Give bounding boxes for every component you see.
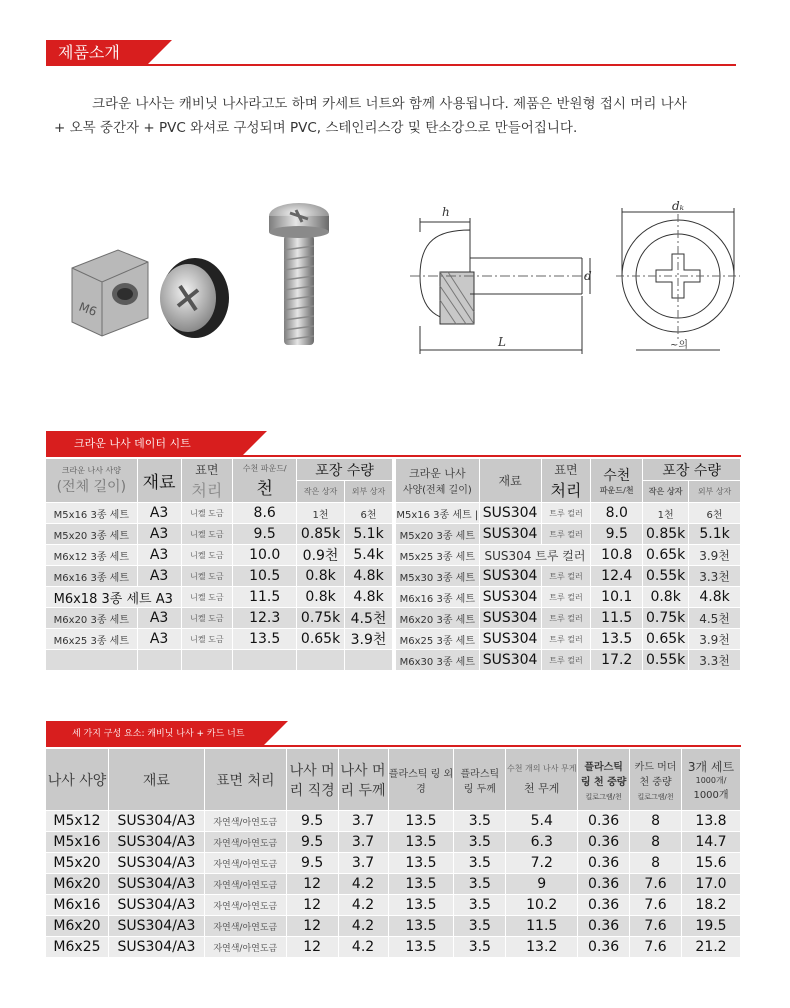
cell-ring-weight: 0.36 [578,853,630,874]
table-row [46,853,741,874]
cell-surface: 트루 컬러 [541,524,591,545]
table-row [46,545,393,566]
cell-qty: 8.0 [591,503,643,524]
table-row [396,629,741,650]
header-ring-weight-unit: 킬로그램/천 [585,792,622,801]
header-surface-bottom: 처리 [191,480,223,500]
header-spec-top: 크라운 나사 [408,467,466,480]
cell-surface: 니켈 도금 [181,545,233,566]
cell-spec: M5x16 3종 세트 | [396,503,480,524]
cell-material: SUS304/A3 [108,916,204,937]
cell-surface: 트루 컬러 [541,629,591,650]
table-row [396,587,741,608]
cell-weight: 9 [506,874,578,895]
section-underline-components [46,745,741,747]
cell-outer: 4.8k [345,587,393,608]
cell-inner: 0.75k [297,608,345,629]
cell-inner: 1천 [297,503,345,524]
cell-surface: 자연색/아연도금 [204,916,286,937]
cell-spec: M5x20 [46,853,109,874]
cell-surface: 니켈 도금 [181,629,233,650]
intro-line-1: 크라운 나사는 캐비닛 나사라고도 하며 카세트 너트와 함께 사용됩니다. 제품은 반원형 접시 머리 나사 [92,96,687,112]
cell-ring-od: 13.5 [388,895,454,916]
cell-ring-weight: 0.36 [578,832,630,853]
cell-outer: 4.8k [345,566,393,587]
cell-qty: 13.5 [233,629,297,650]
header-set3-unit: 1000개/ [695,776,727,785]
table-row [46,503,393,524]
cell-qty: 12.4 [591,566,643,587]
nut-label: M6 [76,299,99,319]
cell-outer: 3.9천 [689,545,741,566]
cell-ring-thk: 3.5 [454,874,506,895]
cell-weight: 13.2 [506,937,578,958]
cell-outer: 5.1k [689,524,741,545]
cell-material: SUS304/A3 [108,832,204,853]
cell-outer: 4.8k [689,587,741,608]
cell-qty: 9.5 [233,524,297,545]
cell-weight: 11.5 [506,916,578,937]
dim-dk-label: dₖ [672,200,685,213]
cell-spec: M6x20 [46,916,109,937]
section-title-intro: 제품소개 [58,43,120,62]
table-row [396,524,741,545]
cell-material: SUS304 [479,566,541,587]
cell-card-weight: 7.6 [630,895,682,916]
cell-surface: 니켈 도금 [181,587,233,608]
header-head-thk: 나사 머리 두께 [338,749,388,811]
cell-head-dia: 12 [286,937,338,958]
cell-outer: 3.3천 [689,566,741,587]
cell-outer: 5.1k [345,524,393,545]
header-material: 재료 [479,459,541,503]
header-ring-thk: 플라스틱 링 두께 [454,749,506,811]
cell-material: SUS304 트루 컬러 [479,545,591,566]
cell-spec: M6x25 3종 세트 [46,629,138,650]
cell-surface: 자연색/아연도금 [204,832,286,853]
cell-head-thk: 4.2 [338,874,388,895]
cell-ring-weight: 0.36 [578,811,630,832]
cell-material: SUS304/A3 [108,895,204,916]
cell-surface: 자연색/아연도금 [204,811,286,832]
header-inner: 작은 상자 [297,481,345,503]
cell-inner: 0.8k [297,566,345,587]
cell-qty: 13.5 [591,629,643,650]
cell-weight: 6.3 [506,832,578,853]
table-row [396,566,741,587]
technical-drawing-image [410,200,740,360]
cell-material: SUS304 [479,608,541,629]
header-qty-bottom: 파운드/천 [599,486,634,495]
header-surface [181,459,233,503]
header-ring-weight [578,749,630,811]
header-card-weight-top: 카드 머더 천 중량 [634,761,677,788]
cell-surface: 자연색/아연도금 [204,937,286,958]
table-row [46,916,741,937]
cell-outer: 6천 [345,503,393,524]
cell-head-dia: 12 [286,874,338,895]
cell-inner: 0.75k [643,608,689,629]
cell-ring-weight: 0.36 [578,916,630,937]
components-table [45,748,741,958]
cell-inner: 0.65k [643,629,689,650]
cell-ring-thk: 3.5 [454,832,506,853]
header-set3 [682,749,741,811]
cell-inner: 0.55k [643,566,689,587]
table-row [46,811,741,832]
header-spec [46,459,138,503]
header-material: 재료 [137,459,181,503]
cell-spec: M5x20 3종 세트 [396,524,480,545]
cell-surface: 트루 컬러 [541,587,591,608]
cell-inner: 0.65k [643,545,689,566]
header-spec-small: 크라운 나사 사양 [61,466,121,475]
header-head-dia: 나사 머리 직경 [286,749,338,811]
cell-set3: 15.6 [682,853,741,874]
cell-inner: 0.85k [643,524,689,545]
cell-inner: 0.8k [643,587,689,608]
cell-surface: 트루 컬러 [541,608,591,629]
table-row-empty [46,650,393,671]
cell-material: SUS304 [479,629,541,650]
cell-weight: 7.2 [506,853,578,874]
intro-paragraph [46,92,736,140]
header-surface [541,459,591,503]
header-card-weight-unit: 킬로그램/천 [637,792,674,801]
header-outer: 외부 상자 [345,481,393,503]
section-title-components: 세 가지 구성 요소: 캐비닛 나사 + 카드 너트 [72,729,245,739]
table-row [46,608,393,629]
cell-inner: 0.65k [297,629,345,650]
cell-surface: 니켈 도금 [181,503,233,524]
table-row [396,608,741,629]
section-header-components [46,721,262,747]
intro-line-2: + 오목 중간자 + PVC 와셔로 구성되며 PVC, 스테인리스강 및 탄소강으로 만들어집니다. [54,120,578,136]
cell-qty: 17.2 [591,650,643,671]
cell-surface: 니켈 도금 [181,566,233,587]
header-pack: 포장 수량 [297,459,393,481]
cell-qty: 11.5 [591,608,643,629]
header-inner: 작은 상자 [643,481,689,503]
cell-material: SUS304/A3 [108,937,204,958]
section-underline-datasheet [46,455,741,457]
cell-set3: 19.5 [682,916,741,937]
cell-spec: M6x16 [46,895,109,916]
cell-ring-thk: 3.5 [454,895,506,916]
cell-ring-thk: 3.5 [454,916,506,937]
cell-head-dia: 9.5 [286,853,338,874]
cell-spec: M5x16 3종 세트 [46,503,138,524]
cell-ring-weight: 0.36 [578,874,630,895]
cell-spec: M6x30 3종 세트 [396,650,480,671]
cell-outer: 3.3천 [689,650,741,671]
cell-ring-thk: 3.5 [454,811,506,832]
header-qty [591,459,643,503]
cell-set3: 21.2 [682,937,741,958]
cell-weight: 10.2 [506,895,578,916]
header-ring-weight-top: 플라스틱 링 천 중량 [580,761,627,788]
header-weight-bottom: 천 무게 [524,782,560,795]
table-row [46,895,741,916]
cell-qty: 8.6 [233,503,297,524]
table-row [396,503,741,524]
cell-material: A3 [137,608,181,629]
cell-qty: 10.1 [591,587,643,608]
header-set3-bottom: 1000개 [693,790,729,801]
cell-material: A3 [137,524,181,545]
cell-spec: M5x30 3종 세트 [396,566,480,587]
cell-spec: M5x16 [46,832,109,853]
table-row [46,524,393,545]
cell-card-weight: 7.6 [630,937,682,958]
header-surface: 표면 처리 [204,749,286,811]
cell-material: SUS304/A3 [108,874,204,895]
product-photo [50,190,350,365]
cell-ring-od: 13.5 [388,832,454,853]
cell-material: SUS304 [479,650,541,671]
header-qty-small: 수천 파운드/ [242,463,287,473]
technical-drawing [410,200,740,360]
cell-surface: 자연색/아연도금 [204,874,286,895]
product-photo-image [50,190,350,365]
cell-ring-od: 13.5 [388,916,454,937]
cell-spec: M6x20 [46,874,109,895]
cell-ring-weight: 0.36 [578,937,630,958]
cell-inner: 0.85k [297,524,345,545]
cell-material: SUS304/A3 [108,853,204,874]
cell-ring-weight: 0.36 [578,895,630,916]
header-surface-bottom: 처리 [550,480,582,500]
cell-surface: 자연색/아연도금 [204,895,286,916]
table-row [396,650,741,671]
cell-head-dia: 12 [286,916,338,937]
header-qty [233,459,297,503]
cell-outer: 3.9천 [345,629,393,650]
cell-surface: 트루 컬러 [541,650,591,671]
table-row [46,832,741,853]
table-row [46,566,393,587]
cell-spec: M6x20 3종 세트 [396,608,480,629]
cell-surface: 트루 컬러 [541,503,591,524]
header-material: 재료 [108,749,204,811]
table-row [396,545,741,566]
section-title-datasheet: 크라운 나사 데이터 시트 [74,437,191,450]
cell-surface: 니켈 도금 [181,524,233,545]
cell-material: SUS304 [479,587,541,608]
table-row [46,629,393,650]
section-header-datasheet [46,431,241,457]
datasheet-table-right [395,458,741,671]
section-underline-intro [46,64,736,66]
cell-material: A3 [137,545,181,566]
cell-ring-od: 13.5 [388,937,454,958]
dim-d-label: d [584,269,592,283]
header-spec-big: (전체 길이) [56,479,127,495]
dim-bottom-label: ~의 [670,340,689,351]
cell-spec: M6x16 3종 세트 [46,566,138,587]
header-spec-bottom: 사양(전체 길이) [402,485,472,496]
cell-inner: 0.55k [643,650,689,671]
cell-card-weight: 7.6 [630,916,682,937]
header-card-weight [630,749,682,811]
table-row [46,587,393,608]
cell-qty: 10.8 [591,545,643,566]
cell-head-thk: 3.7 [338,832,388,853]
header-ring-od: 플라스틱 링 외경 [388,749,454,811]
cell-set3: 14.7 [682,832,741,853]
cell-spec: M5x20 3종 세트 [46,524,138,545]
header-qty-top: 수천 [603,468,631,484]
cell-inner: 0.8k [297,587,345,608]
header-spec [396,459,480,503]
cell-inner: 1천 [643,503,689,524]
cell-head-dia: 9.5 [286,832,338,853]
cell-surface: 자연색/아연도금 [204,853,286,874]
cell-spec: M6x20 3종 세트 [46,608,138,629]
cell-qty: 9.5 [591,524,643,545]
cell-material: A3 [137,503,181,524]
cell-inner: 0.9천 [297,545,345,566]
cell-material: SUS304/A3 [108,811,204,832]
cell-weight: 5.4 [506,811,578,832]
cell-ring-thk: 3.5 [454,937,506,958]
cell-spec: M6x25 3종 세트 [396,629,480,650]
cell-outer: 6천 [689,503,741,524]
cell-card-weight: 7.6 [630,874,682,895]
cell-head-thk: 4.2 [338,895,388,916]
cell-surface: 니켈 도금 [181,608,233,629]
table-row [46,937,741,958]
cell-head-dia: 9.5 [286,811,338,832]
cell-spec: M6x25 [46,937,109,958]
cell-head-thk: 3.7 [338,853,388,874]
cell-outer: 4.5천 [689,608,741,629]
cell-card-weight: 8 [630,832,682,853]
cell-ring-od: 13.5 [388,874,454,895]
cell-spec: M6x18 3종 세트 A3 [46,587,182,608]
side-view [410,218,590,354]
cell-outer: 5.4k [345,545,393,566]
cell-spec: M6x16 3종 세트 [396,587,480,608]
crown-screw-with-washer [160,258,229,338]
cell-qty: 10.5 [233,566,297,587]
table-row [46,874,741,895]
header-surface-top: 표면 [554,462,578,477]
cell-head-dia: 12 [286,895,338,916]
cell-ring-od: 13.5 [388,811,454,832]
cell-head-thk: 4.2 [338,916,388,937]
cell-spec: M6x12 3종 세트 [46,545,138,566]
cell-spec: M5x12 [46,811,109,832]
section-header-intro [46,40,146,66]
cell-outer: 4.5천 [345,608,393,629]
cell-spec: M5x25 3종 세트 [396,545,480,566]
cell-material: A3 [137,566,181,587]
top-view [616,208,740,350]
cell-outer: 3.9천 [689,629,741,650]
cell-material: A3 [137,629,181,650]
cell-set3: 13.8 [682,811,741,832]
dim-L-label: L [498,335,506,349]
crown-screw-standing [269,203,329,345]
header-qty-big: 천 [256,478,273,499]
header-pack: 포장 수량 [643,459,741,481]
cell-surface: 트루 컬러 [541,566,591,587]
cell-ring-od: 13.5 [388,853,454,874]
header-set3-top: 3개 세트 [687,760,735,774]
header-outer: 외부 상자 [689,481,741,503]
header-spec: 나사 사양 [46,749,109,811]
cell-head-thk: 4.2 [338,937,388,958]
header-weight-top: 수천 개의 나사 무게 [507,764,577,773]
cell-head-thk: 3.7 [338,811,388,832]
header-weight [506,749,578,811]
header-surface-top: 표면 [195,462,219,477]
cell-material: SUS304 [479,524,541,545]
cell-material: SUS304 [479,503,541,524]
cell-set3: 18.2 [682,895,741,916]
cell-card-weight: 8 [630,811,682,832]
cell-set3: 17.0 [682,874,741,895]
cell-card-weight: 8 [630,853,682,874]
cell-qty: 10.0 [233,545,297,566]
datasheet-table-left [45,458,393,671]
cage-nut [72,250,148,336]
cell-ring-thk: 3.5 [454,853,506,874]
cell-qty: 11.5 [233,587,297,608]
dim-h-label: h [442,205,450,219]
cell-qty: 12.3 [233,608,297,629]
